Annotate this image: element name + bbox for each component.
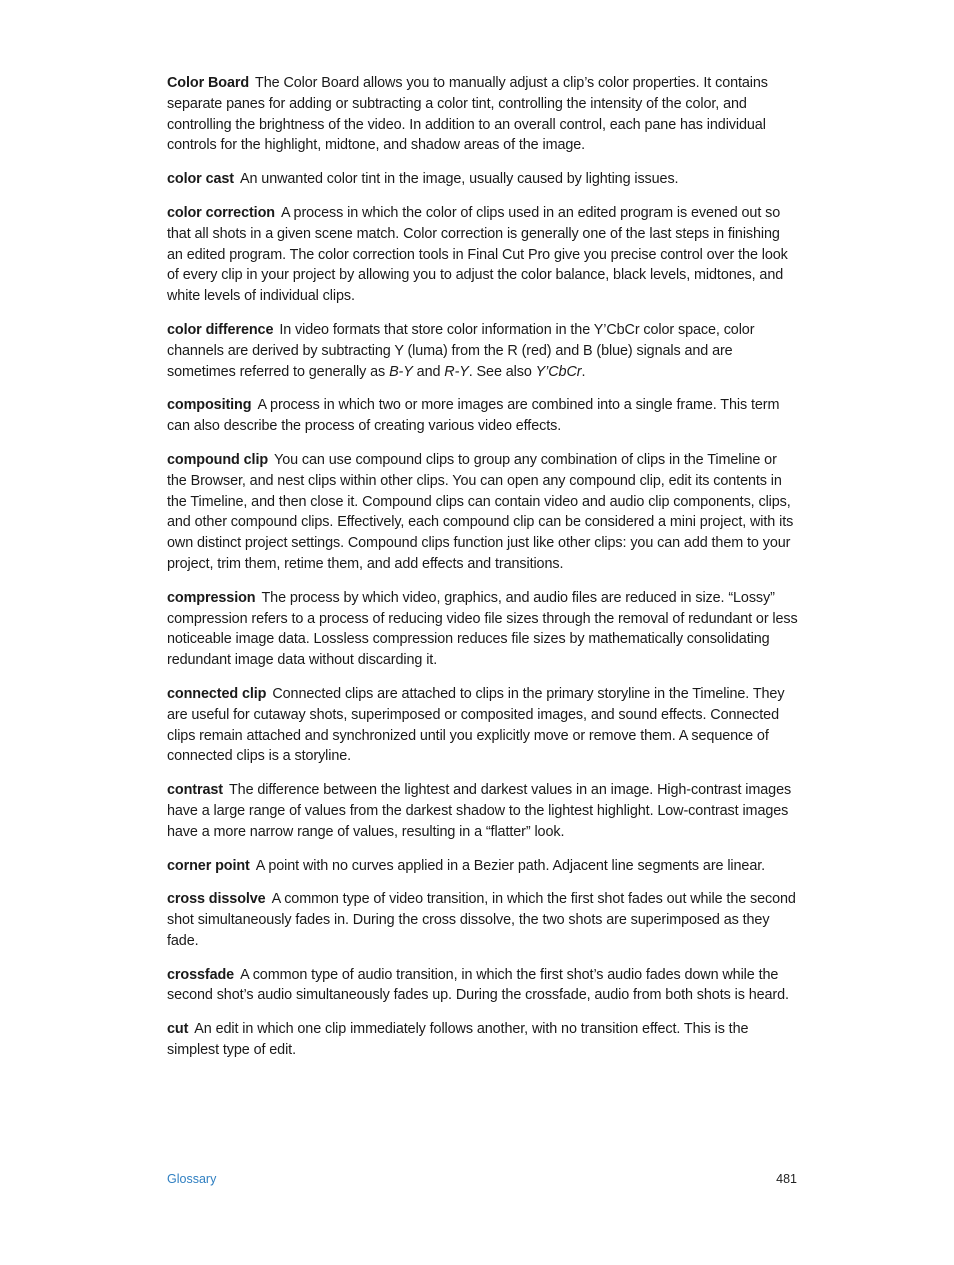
glossary-definition: A common type of audio transition, in which the first shot’s audio fades down while the second shot’s audio simultaneously fades up. During the crossfade, audio from both shots is heard.	[167, 966, 789, 1004]
glossary-entry	[167, 73, 799, 156]
glossary-definition: The process by which video, graphics, and audio files are reduced in size. “Lossy” compression refers to a process of reducing video file sizes through the removal of redundant or less noticeable image data. Lossless compression reduces file sizes by mathematically consolidating redundant image data without discarding it.	[167, 589, 798, 669]
glossary-term: corner point	[167, 857, 250, 874]
glossary-entry	[167, 965, 799, 1007]
definition-italic: B-Y	[389, 363, 413, 380]
glossary-entry	[167, 684, 799, 767]
glossary-definition: A point with no curves applied in a Bezier path. Adjacent line segments are linear.	[255, 857, 766, 874]
glossary-term: cut	[167, 1021, 189, 1038]
glossary-term: color correction	[167, 204, 275, 221]
glossary-entry	[167, 1019, 799, 1061]
glossary-content	[167, 73, 799, 1074]
glossary-term: cross dissolve	[167, 891, 266, 908]
definition-italic: R-Y	[444, 363, 469, 380]
footer-section-link[interactable]: Glossary	[167, 1172, 217, 1186]
glossary-entry	[167, 320, 799, 382]
definition-italic: Y’CbCr	[535, 363, 582, 380]
glossary-term: color difference	[167, 321, 274, 338]
glossary-entry	[167, 780, 799, 842]
definition-text: and	[412, 363, 445, 380]
definition-text: . See also	[468, 363, 536, 380]
glossary-entry	[167, 395, 799, 437]
glossary-entry	[167, 450, 799, 575]
glossary-definition: You can use compound clips to group any combination of clips in the Timeline or the Browser, and nest clips within other clips. You can open any compound clip, edit its contents in the Timeline, and then close it. Compound clips can contain video and audio clip components, clips, and other compound clips. Effectively, each compound clip can be considered a mini project, with its own distinct project settings. Compound clips function just like other clips: you can add them to your project, trim them, retime them, and add effects and transitions.	[167, 451, 794, 572]
glossary-definition: Connected clips are attached to clips in the primary storyline in the Timeline. They are useful for cutaway shots, superimposed or composited images, and sound effects. Connected clips remain attached and synchronized until you explicitly move or remove them. A sequence of connected clips is a storyline.	[167, 685, 785, 765]
glossary-term: compositing	[167, 397, 252, 414]
definition-text: In video formats that store color information in the Y’CbCr color space, color channels are derived by subtracting Y (luma) from the R (red) and B (blue) signals and are sometimes referred to generally as	[167, 321, 755, 380]
glossary-term: contrast	[167, 782, 223, 799]
glossary-term: compound clip	[167, 451, 269, 468]
glossary-definition: The Color Board allows you to manually adjust a clip’s color properties. It contains separate panes for adding or subtracting a color tint, controlling the intensity of the color, and controlling the brightness of the video. In addition to an overall control, each pane has individual controls for the highlight, midtone, and shadow areas of the image.	[167, 75, 768, 154]
glossary-term: connected clip	[167, 685, 267, 702]
glossary-term: compression	[167, 589, 256, 606]
page-number: 481	[776, 1172, 797, 1186]
glossary-definition: An edit in which one clip immediately follows another, with no transition effect. This is the simplest type of edit.	[167, 1021, 749, 1059]
glossary-entry	[167, 203, 799, 307]
page-footer	[167, 1172, 797, 1192]
glossary-entry	[167, 588, 799, 671]
glossary-entry	[167, 856, 799, 877]
glossary-term: color cast	[167, 171, 234, 188]
glossary-definition: An unwanted color tint in the image, usually caused by lighting issues.	[239, 171, 679, 188]
glossary-definition: A process in which two or more images are combined into a single frame. This term can also describe the process of creating various video effects.	[167, 397, 780, 435]
glossary-definition: The difference between the lightest and darkest values in an image. High-contrast images have a large range of values from the darkest shadow to the lightest highlight. Low-contrast images have a more narrow range of values, resulting in a “flatter” look.	[167, 782, 792, 840]
glossary-term: Color Board	[167, 75, 250, 91]
glossary-term: crossfade	[167, 966, 235, 983]
glossary-entry	[167, 889, 799, 951]
glossary-definition: A common type of video transition, in which the first shot fades out while the second shot simultaneously fades in. During the cross dissolve, the two shots are superimposed as they fade.	[167, 891, 796, 949]
glossary-entry	[167, 169, 799, 190]
glossary-definition: A process in which the color of clips used in an edited program is evened out so that all shots in a given scene match. Color correction is generally one of the last steps in finishing an edited program. The color correction tools in Final Cut Pro give you precise control over the look of every clip in your project by allowing you to adjust the color balance, black levels, midtones, and white levels of individual clips.	[167, 204, 788, 305]
definition-text: .	[581, 363, 586, 380]
